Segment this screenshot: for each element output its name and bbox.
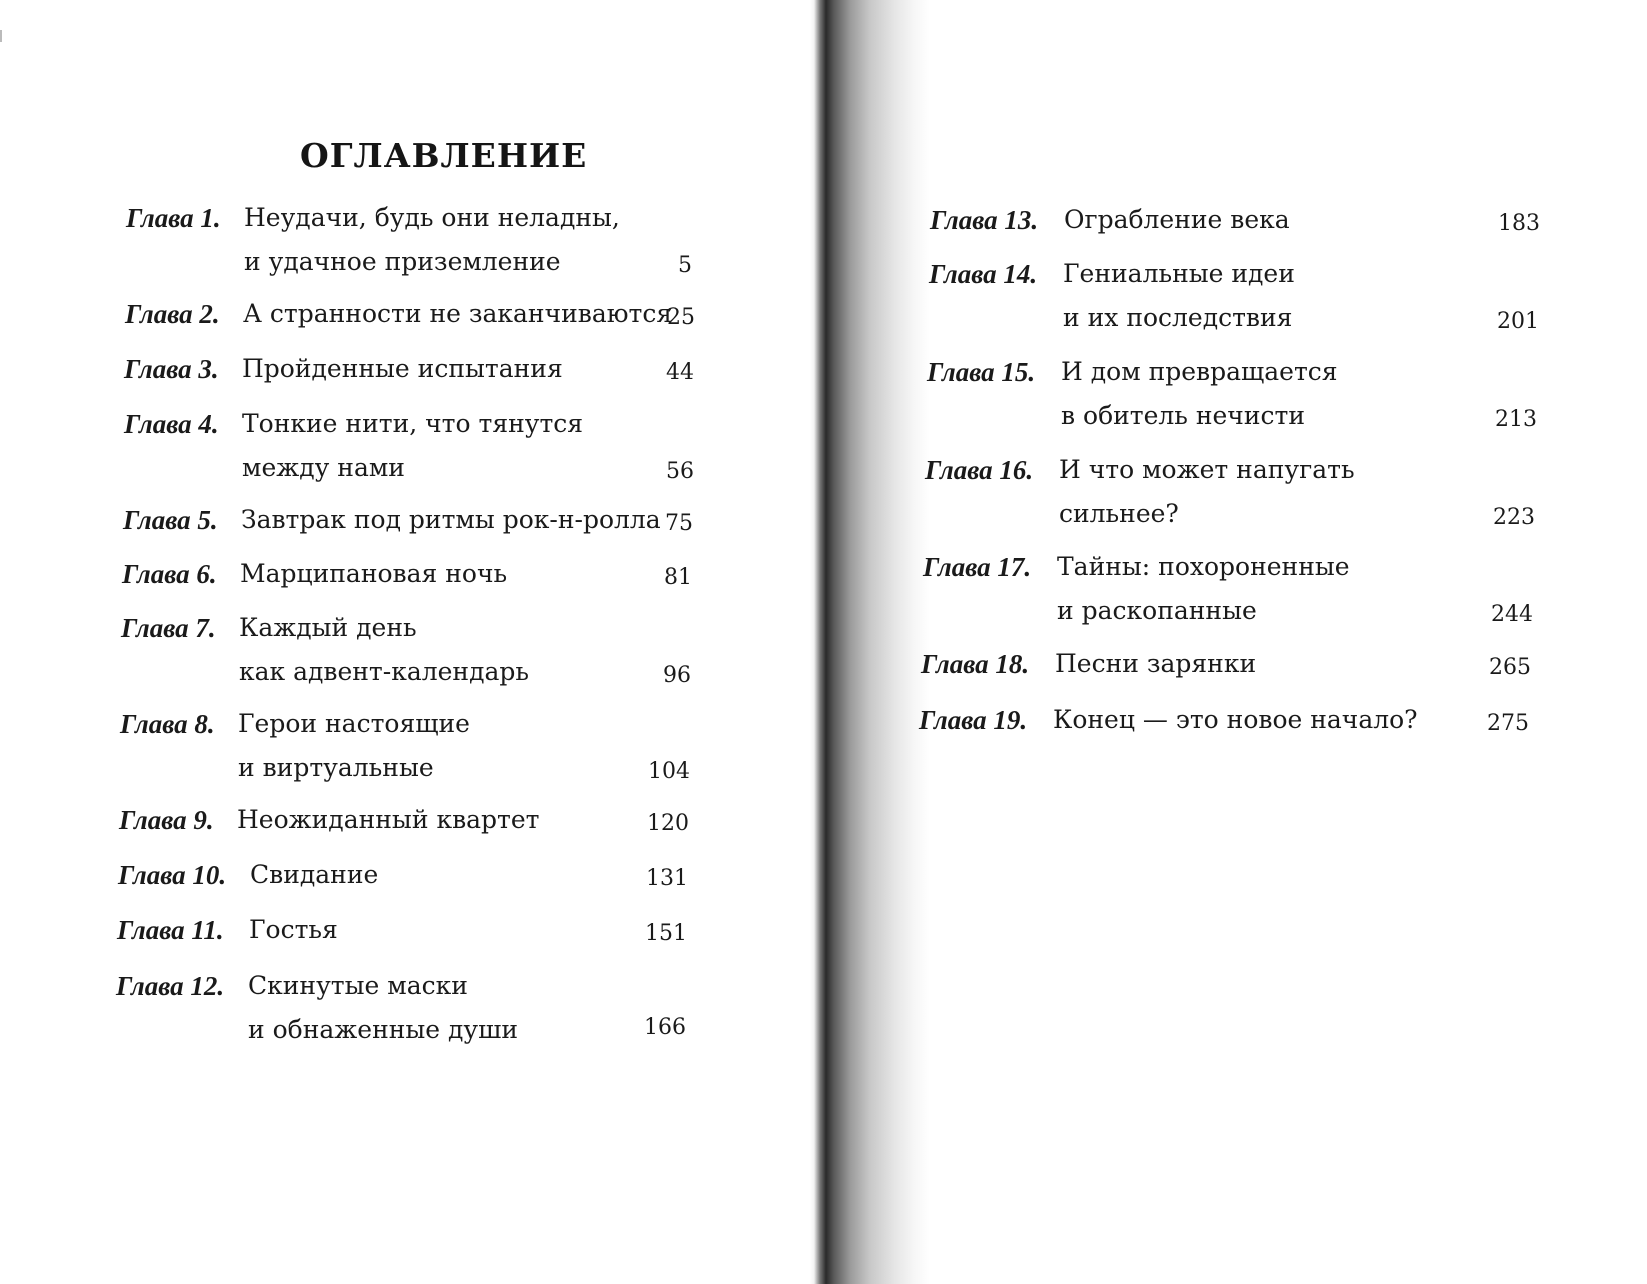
chapter-title <box>1059 448 1355 536</box>
chapter-title <box>240 552 507 596</box>
chapter-title <box>238 702 470 790</box>
toc-entry <box>118 853 688 897</box>
toc-entry <box>124 347 694 391</box>
page-number: 131 <box>646 866 688 891</box>
chapter-title-line: Пройденные испытания <box>242 354 563 383</box>
chapter-title-line: как адвент-календарь <box>239 657 529 686</box>
chapter-label: Глава 9. <box>119 805 214 835</box>
chapter-title-line: Песни зарянки <box>1055 649 1257 678</box>
toc-entry <box>124 402 694 490</box>
chapter-title <box>1053 698 1418 742</box>
chapter-title <box>239 606 529 694</box>
chapter-title-line: Тонкие нити, что тянутся <box>242 409 584 438</box>
page-number: 25 <box>667 305 695 330</box>
toc-entry <box>930 198 1540 242</box>
chapter-label: Глава 19. <box>919 705 1028 735</box>
chapter-label: Глава 17. <box>923 552 1032 582</box>
chapter-title-line: Неожиданный квартет <box>237 805 540 834</box>
chapter-label: Глава 1. <box>126 203 221 233</box>
chapter-label: Глава 8. <box>120 709 215 739</box>
chapter-label: Глава 4. <box>124 409 219 439</box>
chapter-title <box>244 196 620 284</box>
chapter-title-line: Гостья <box>249 915 338 944</box>
page-number: 151 <box>645 921 687 946</box>
toc-entry <box>116 964 686 1052</box>
chapter-title <box>250 853 378 897</box>
chapter-title-line: А странности не заканчиваются <box>243 299 673 328</box>
chapter-title-line: Конец — это новое начало? <box>1053 705 1418 734</box>
scan-mark <box>0 30 2 42</box>
page-number: 81 <box>664 565 692 590</box>
chapter-title-line: Каждый день <box>239 613 417 642</box>
chapter-title-line: И дом превращается <box>1061 357 1338 386</box>
toc-entry <box>927 350 1537 438</box>
chapter-title-line: Неудачи, будь они неладны, <box>244 203 620 232</box>
chapter-title-line: и их последствия <box>1063 303 1293 332</box>
toc-entry <box>120 702 690 790</box>
toc-entry <box>923 545 1533 633</box>
toc-entry <box>119 798 689 842</box>
chapter-label: Глава 16. <box>925 455 1034 485</box>
chapter-title <box>241 498 661 542</box>
chapter-title-line: Марципановая ночь <box>240 559 508 588</box>
chapter-title-line: и обнаженные души <box>248 1015 519 1044</box>
chapter-title-line: и удачное приземление <box>244 247 561 276</box>
toc-entry <box>929 252 1539 340</box>
page-number: 5 <box>678 253 692 278</box>
chapter-title <box>243 292 672 336</box>
toc-entry <box>126 196 696 284</box>
chapter-title-line: Завтрак под ритмы рок-н-ролла <box>241 505 661 534</box>
page-number: 104 <box>648 759 690 784</box>
chapter-title-line: сильнее? <box>1059 499 1179 528</box>
chapter-title-line: Ограбление века <box>1064 205 1290 234</box>
chapter-label: Глава 5. <box>123 505 218 535</box>
chapter-title-line: Герои настоящие <box>238 709 470 738</box>
book-gutter-shadow <box>810 0 930 1284</box>
toc-entry <box>125 292 695 336</box>
toc-entry <box>117 908 687 952</box>
chapter-title-line: Тайны: похороненные <box>1057 552 1350 581</box>
page-title: ОГЛАВЛЕНИЕ <box>300 136 588 175</box>
chapter-title-line: Гениальные идеи <box>1063 259 1295 288</box>
chapter-title <box>1061 350 1338 438</box>
page-number: 265 <box>1489 655 1531 680</box>
chapter-title <box>1064 198 1290 242</box>
chapter-label: Глава 13. <box>930 205 1039 235</box>
chapter-title <box>249 908 338 952</box>
page-number: 44 <box>666 360 694 385</box>
chapter-title-line: Скинутые маски <box>248 971 468 1000</box>
chapter-title-line: в обитель нечисти <box>1061 401 1305 430</box>
toc-entry <box>121 606 691 694</box>
chapter-title-line: Свидание <box>250 860 379 889</box>
page-number: 275 <box>1487 711 1529 736</box>
page-number: 120 <box>647 811 689 836</box>
chapter-title <box>248 964 518 1052</box>
toc-entry <box>921 642 1531 686</box>
page-number: 223 <box>1493 505 1535 530</box>
chapter-label: Глава 2. <box>125 299 220 329</box>
chapter-title <box>242 347 563 391</box>
toc-entry <box>919 698 1529 742</box>
chapter-label: Глава 15. <box>927 357 1036 387</box>
chapter-label: Глава 18. <box>921 649 1030 679</box>
chapter-title <box>242 402 583 490</box>
toc-entry <box>123 498 693 542</box>
page-number: 75 <box>665 511 693 536</box>
chapter-label: Глава 7. <box>121 613 216 643</box>
toc-entry <box>925 448 1535 536</box>
page-number: 56 <box>666 459 694 484</box>
page-number: 244 <box>1491 602 1533 627</box>
page-number: 96 <box>663 663 691 688</box>
chapter-title-line: и раскопанные <box>1057 596 1257 625</box>
page-number: 201 <box>1497 309 1539 334</box>
chapter-title-line: И что может напугать <box>1059 455 1355 484</box>
page-number: 183 <box>1498 211 1540 236</box>
chapter-label: Глава 10. <box>118 860 227 890</box>
chapter-label: Глава 12. <box>116 971 225 1001</box>
chapter-title <box>1057 545 1350 633</box>
chapter-label: Глава 3. <box>124 354 219 384</box>
chapter-title <box>1063 252 1295 340</box>
chapter-title <box>1055 642 1256 686</box>
chapter-label: Глава 6. <box>122 559 217 589</box>
chapter-title <box>237 798 540 842</box>
chapter-title-line: между нами <box>242 453 405 482</box>
page-number: 213 <box>1495 407 1537 432</box>
page-number: 166 <box>644 1015 686 1040</box>
chapter-label: Глава 11. <box>117 915 224 945</box>
chapter-title-line: и виртуальные <box>238 753 434 782</box>
chapter-label: Глава 14. <box>929 259 1038 289</box>
toc-entry <box>122 552 692 596</box>
